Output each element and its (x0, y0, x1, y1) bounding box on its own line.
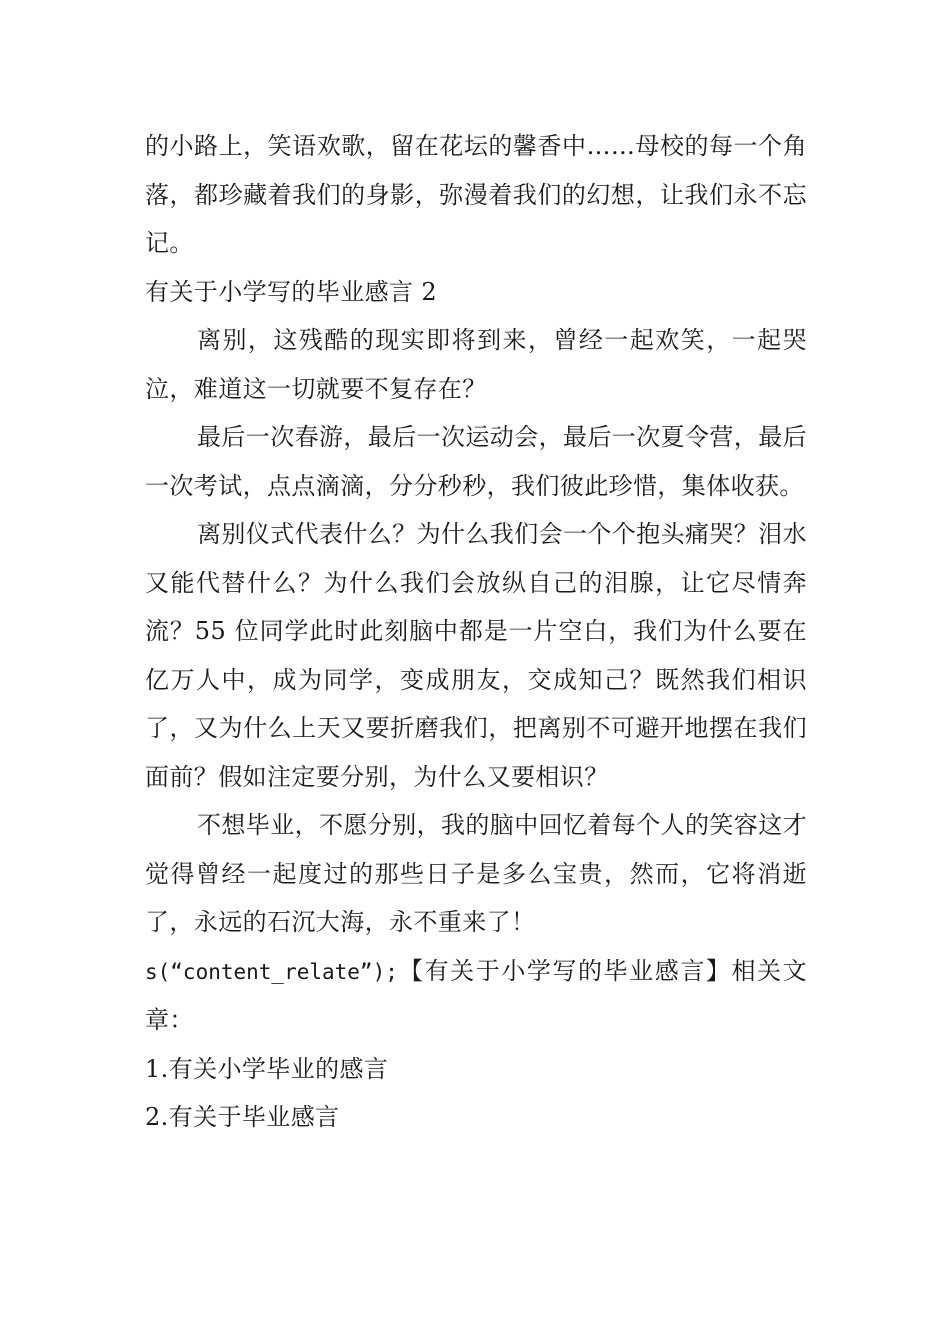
related-articles-header (145, 947, 807, 1045)
related-label: 【有关于小学写的毕业感言】相关文章： (145, 956, 807, 1034)
continuation-paragraph: 的小路上，笑语欢歌，留在花坛的馨香中……母校的每一个角落，都珍藏着我们的身影，弥漫着我们的幻想，让我们永不忘记。 (145, 132, 807, 257)
paragraph-2: 最后一次春游，最后一次运动会，最后一次夏令营，最后一次考试，点点滴滴，分分秒秒，我们彼此珍惜，集体收获。 (145, 423, 807, 500)
paragraph-4: 不想毕业，不愿分别，我的脑中回忆着每个人的笑容这才觉得曾经一起度过的那些日子是多么宝贵，然而，它将消逝了，永远的石沉大海，永不重来了！ (145, 811, 807, 936)
related-article-link-2[interactable]: 2.有关于毕业感言 (145, 1103, 340, 1131)
section-title: 有关于小学写的毕业感言 2 (145, 277, 438, 306)
paragraph-1: 离别，这残酷的现实即将到来，曾经一起欢笑，一起哭泣，难道这一切就要不复存在？ (145, 326, 807, 403)
paragraph-3: 离别仪式代表什么？为什么我们会一个个抱头痛哭？泪水又能代替什么？为什么我们会放纵自己的泪腺，让它尽情奔流？55 位同学此时此刻脑中都是一片空白，我们为什么要在亿万人中，成为同学，变成朋友，交成知己？既然我们相识了，又为什么上天又要折磨我们，把离别不可避开地摆在我们面前？假如注定要分别，为什么又要相识？ (145, 520, 807, 791)
related-articles-list (145, 1045, 807, 1142)
related-article-link-1[interactable]: 1.有关小学毕业的感言 (145, 1054, 389, 1083)
document-body (145, 122, 807, 1142)
related-script-text: s(“content_relate”); (145, 959, 398, 984)
